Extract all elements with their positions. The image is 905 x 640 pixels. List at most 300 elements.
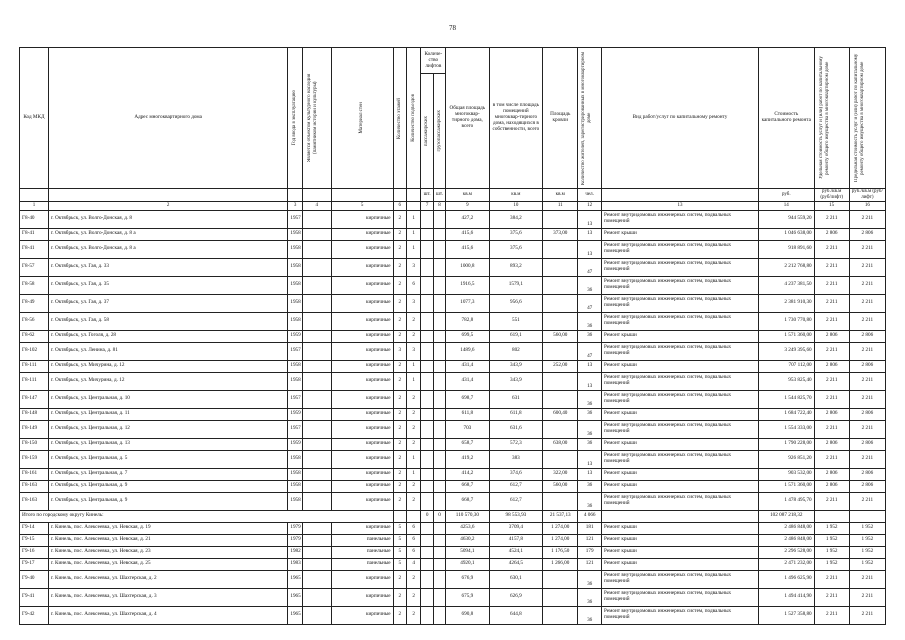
row-heritage bbox=[302, 312, 331, 330]
row-lifts-pass bbox=[421, 312, 433, 330]
row-floors: 5 bbox=[393, 558, 406, 570]
row-year: 1958 bbox=[288, 360, 302, 372]
row-work: Ремонт крыши bbox=[602, 408, 759, 420]
row-area-total: 1916,5 bbox=[446, 276, 489, 294]
table-row bbox=[20, 438, 886, 450]
table-row bbox=[20, 450, 886, 468]
row-area-total: 415,6 bbox=[446, 240, 489, 258]
row-roof-area bbox=[543, 294, 578, 312]
row-heritage bbox=[302, 342, 331, 360]
row-entrances: 2 bbox=[407, 606, 421, 624]
row-year: 1959 bbox=[288, 330, 302, 342]
row-lifts-cargo bbox=[433, 558, 445, 570]
table-row bbox=[20, 342, 886, 360]
row-heritage bbox=[302, 258, 331, 276]
row-year: 1958 bbox=[288, 258, 302, 276]
row-lifts-cargo bbox=[433, 468, 445, 480]
row-entrances: 2 bbox=[407, 390, 421, 408]
row-address: г. Кинель, пос. Алексеевка, ул. Невская, д. 19 bbox=[48, 522, 287, 534]
row-residents: 36 bbox=[578, 438, 602, 450]
row-area-own: 612,7 bbox=[489, 492, 543, 510]
row-lifts-cargo bbox=[433, 450, 445, 468]
row-unit-cost: 2 806 bbox=[814, 468, 849, 480]
page-number: 78 bbox=[449, 24, 456, 32]
row-unit-cost: 2 806 bbox=[814, 228, 849, 240]
row-wall: кирпичные bbox=[331, 210, 393, 228]
row-roof-area: 1 266,00 bbox=[543, 558, 578, 570]
row-entrances: 2 bbox=[407, 408, 421, 420]
row-heritage bbox=[302, 420, 331, 438]
row-wall: кирпичные bbox=[331, 360, 393, 372]
row-cost: 2 471 232,00 bbox=[758, 558, 814, 570]
row-cost: 1 554 333,00 bbox=[758, 420, 814, 438]
row-roof-area: 1 176,50 bbox=[543, 546, 578, 558]
row-floors: 2 bbox=[393, 438, 406, 450]
row-max-cost: 2 211 bbox=[849, 312, 885, 330]
row-work: Ремонт крыши bbox=[602, 558, 759, 570]
row-cost: 4 237 381,50 bbox=[758, 276, 814, 294]
table-row bbox=[20, 468, 886, 480]
row-address: г. Октябрьск, ул. Центральная, д. 9 bbox=[48, 480, 287, 492]
row-max-cost: 2 211 bbox=[849, 420, 885, 438]
row-unit-cost: 2 211 bbox=[814, 570, 849, 588]
table-row bbox=[20, 420, 886, 438]
row-lifts-cargo bbox=[433, 420, 445, 438]
row-heritage bbox=[302, 492, 331, 510]
row-roof-area bbox=[543, 342, 578, 360]
row-code: Г8-111 bbox=[20, 360, 49, 372]
row-work: Ремонт внутридомовых инженерных систем, подвальных помещений bbox=[602, 372, 759, 390]
row-residents: 13 bbox=[578, 450, 602, 468]
row-roof-area: 638,00 bbox=[543, 438, 578, 450]
row-lifts-cargo bbox=[433, 588, 445, 606]
row-cost: 2 486 848,00 bbox=[758, 522, 814, 534]
row-area-total: 419,2 bbox=[446, 450, 489, 468]
row-year: 1965 bbox=[288, 588, 302, 606]
row-area-total: 703 bbox=[446, 420, 489, 438]
row-address: г. Октябрьск, ул. Мичурина, д. 12 bbox=[48, 360, 287, 372]
row-lifts-pass bbox=[421, 258, 433, 276]
row-address: г. Октябрьск, ул. Центральная, д. 13 bbox=[48, 438, 287, 450]
table-row bbox=[20, 492, 886, 510]
row-residents: 36 bbox=[578, 480, 602, 492]
row-unit-cost: 2 806 bbox=[814, 408, 849, 420]
row-unit-cost: 2 211 bbox=[814, 492, 849, 510]
header-code: Код МКД bbox=[20, 48, 49, 189]
row-entrances: 2 bbox=[407, 312, 421, 330]
row-max-cost: 1 952 bbox=[849, 546, 885, 558]
row-roof-area bbox=[543, 210, 578, 228]
row-code: Г9-14 bbox=[20, 522, 49, 534]
row-max-cost: 2 806 bbox=[849, 438, 885, 450]
row-work: Ремонт крыши bbox=[602, 534, 759, 546]
row-floors: 2 bbox=[393, 390, 406, 408]
row-floors: 2 bbox=[393, 240, 406, 258]
row-heritage bbox=[302, 390, 331, 408]
row-heritage bbox=[302, 276, 331, 294]
row-area-total: 676,9 bbox=[446, 570, 489, 588]
row-lifts-cargo bbox=[433, 360, 445, 372]
row-address: г. Октябрьск, ул. Гоголя, д. 28 bbox=[48, 330, 287, 342]
row-entrances: 1 bbox=[407, 240, 421, 258]
row-area-own: 644,8 bbox=[489, 606, 543, 624]
row-entrances: 1 bbox=[407, 372, 421, 390]
row-address: г. Кинель, пос. Алексеевка, ул. Шахтерская, д. 4 bbox=[48, 606, 287, 624]
row-wall: кирпичные bbox=[331, 294, 393, 312]
row-work: Ремонт внутридомовых инженерных систем, подвальных помещений bbox=[602, 276, 759, 294]
header-residents: Количество жителей, зарегистрированных в многоквартирном доме bbox=[578, 48, 602, 189]
row-entrances: 2 bbox=[407, 438, 421, 450]
row-unit-cost: 2 211 bbox=[814, 240, 849, 258]
row-entrances: 2 bbox=[407, 492, 421, 510]
row-residents: 13 bbox=[578, 372, 602, 390]
row-work: Ремонт внутридомовых инженерных систем, подвальных помещений bbox=[602, 450, 759, 468]
total-row: Итого по городскому округу Кинель: 0 0 110 570,30 98 553,93 21 537,13 4 066 102 087 218,32 bbox=[20, 510, 886, 522]
row-year: 1959 bbox=[288, 408, 302, 420]
row-cost: 1 790 228,00 bbox=[758, 438, 814, 450]
kinel-rows bbox=[20, 522, 886, 624]
row-year: 1958 bbox=[288, 276, 302, 294]
row-entrances: 2 bbox=[407, 330, 421, 342]
row-wall: панельные bbox=[331, 534, 393, 546]
row-heritage bbox=[302, 522, 331, 534]
row-work: Ремонт внутридомовых инженерных систем, подвальных помещений bbox=[602, 606, 759, 624]
row-lifts-pass bbox=[421, 534, 433, 546]
row-residents: 13 bbox=[578, 468, 602, 480]
row-year: 1958 bbox=[288, 480, 302, 492]
row-residents: 36 bbox=[578, 408, 602, 420]
row-cost: 953 825,40 bbox=[758, 372, 814, 390]
row-year: 1958 bbox=[288, 228, 302, 240]
row-heritage bbox=[302, 546, 331, 558]
row-lifts-pass bbox=[421, 588, 433, 606]
row-work: Ремонт крыши bbox=[602, 360, 759, 372]
row-code: Г9-42 bbox=[20, 606, 49, 624]
row-max-cost: 2 211 bbox=[849, 276, 885, 294]
row-area-own: 956,6 bbox=[489, 294, 543, 312]
row-residents: 121 bbox=[578, 558, 602, 570]
row-area-own: 343,9 bbox=[489, 360, 543, 372]
row-unit-cost: 1 952 bbox=[814, 558, 849, 570]
row-work: Ремонт внутридомовых инженерных систем, подвальных помещений bbox=[602, 420, 759, 438]
row-code: Г9-41 bbox=[20, 588, 49, 606]
table-row bbox=[20, 606, 886, 624]
row-area-own: 631,6 bbox=[489, 420, 543, 438]
units-row: шт. шт. кв.м кв.м кв.м чел. руб. руб./кв.м (руб/лифт) руб./кв.м (руб/лифт) bbox=[20, 189, 886, 202]
row-max-cost: 2 211 bbox=[849, 258, 885, 276]
row-area-own: 572,3 bbox=[489, 438, 543, 450]
row-residents: 13 bbox=[578, 240, 602, 258]
row-floors: 5 bbox=[393, 546, 406, 558]
row-work: Ремонт внутридомовых инженерных систем, подвальных помещений bbox=[602, 294, 759, 312]
header-cost: Стоимость капитального ремонта bbox=[758, 48, 814, 189]
row-floors: 2 bbox=[393, 450, 406, 468]
header-roof-area: Площадь кровли bbox=[543, 48, 578, 189]
row-residents: 36 bbox=[578, 588, 602, 606]
row-residents: 36 bbox=[578, 390, 602, 408]
row-roof-area: 373,00 bbox=[543, 228, 578, 240]
row-residents: 47 bbox=[578, 258, 602, 276]
row-work: Ремонт крыши bbox=[602, 330, 759, 342]
row-floors: 2 bbox=[393, 294, 406, 312]
row-lifts-pass bbox=[421, 450, 433, 468]
row-address: г. Октябрьск, ул. Центральная, д. 10 bbox=[48, 390, 287, 408]
row-code: Г8-49 bbox=[20, 294, 49, 312]
row-floors: 2 bbox=[393, 210, 406, 228]
row-cost: 2 296 528,00 bbox=[758, 546, 814, 558]
row-roof-area: 322,00 bbox=[543, 468, 578, 480]
row-floors: 2 bbox=[393, 408, 406, 420]
row-unit-cost: 1 952 bbox=[814, 522, 849, 534]
row-code: Г8-148 bbox=[20, 408, 49, 420]
row-entrances: 1 bbox=[407, 210, 421, 228]
row-code: Г9-40 bbox=[20, 570, 49, 588]
row-cost: 1 571 360,00 bbox=[758, 330, 814, 342]
header-unit-cost: Удельная стоимость услуг и (или) работ по капитальному ремонту общего имущества в многоквартирном доме bbox=[814, 48, 849, 189]
row-cost: 707 112,00 bbox=[758, 360, 814, 372]
row-max-cost: 2 211 bbox=[849, 570, 885, 588]
row-floors: 2 bbox=[393, 276, 406, 294]
row-work: Ремонт крыши bbox=[602, 228, 759, 240]
header-area-own: в том числе площадь помещений многоквар-тирного дома, находящихся в собственности, всего bbox=[489, 48, 543, 189]
row-work: Ремонт крыши bbox=[602, 480, 759, 492]
header-year: Год ввода в эксплуатацию bbox=[288, 48, 302, 189]
row-wall: кирпичные bbox=[331, 408, 393, 420]
row-area-total: 427,2 bbox=[446, 210, 489, 228]
row-heritage bbox=[302, 294, 331, 312]
row-area-own: 612,7 bbox=[489, 480, 543, 492]
row-address: г. Октябрьск, ул. Волго-Донская, д. 8 а bbox=[48, 228, 287, 240]
row-area-total: 414,2 bbox=[446, 468, 489, 480]
row-wall: кирпичные bbox=[331, 450, 393, 468]
row-area-total: 415,6 bbox=[446, 228, 489, 240]
row-area-own: 375,6 bbox=[489, 240, 543, 258]
table-row bbox=[20, 210, 886, 228]
row-wall: кирпичные bbox=[331, 480, 393, 492]
row-entrances: 1 bbox=[407, 450, 421, 468]
row-wall: кирпичные bbox=[331, 438, 393, 450]
row-code: Г8-163 bbox=[20, 492, 49, 510]
row-floors: 2 bbox=[393, 330, 406, 342]
row-entrances: 2 bbox=[407, 480, 421, 492]
row-residents: 36 bbox=[578, 420, 602, 438]
header-lifts-pass: пассажирских bbox=[421, 74, 433, 189]
row-area-own: 4157,8 bbox=[489, 534, 543, 546]
row-floors: 2 bbox=[393, 468, 406, 480]
row-area-own: 630,1 bbox=[489, 570, 543, 588]
row-lifts-pass bbox=[421, 546, 433, 558]
table-row bbox=[20, 258, 886, 276]
row-entrances: 1 bbox=[407, 228, 421, 240]
row-year: 1979 bbox=[288, 522, 302, 534]
row-roof-area bbox=[543, 450, 578, 468]
row-year: 1959 bbox=[288, 438, 302, 450]
row-lifts-pass bbox=[421, 294, 433, 312]
row-address: г. Октябрьск, ул. Гая, д. 33 bbox=[48, 258, 287, 276]
row-lifts-pass bbox=[421, 408, 433, 420]
row-entrances: 3 bbox=[407, 294, 421, 312]
row-area-total: 4253,6 bbox=[446, 522, 489, 534]
row-code: Г8-161 bbox=[20, 468, 49, 480]
row-code: Г8-40 bbox=[20, 210, 49, 228]
table-row bbox=[20, 558, 886, 570]
table-row bbox=[20, 408, 886, 420]
row-unit-cost: 2 211 bbox=[814, 210, 849, 228]
row-work: Ремонт внутридомовых инженерных систем, подвальных помещений bbox=[602, 492, 759, 510]
row-wall: кирпичные bbox=[331, 312, 393, 330]
row-max-cost: 2 211 bbox=[849, 342, 885, 360]
row-code: Г8-150 bbox=[20, 438, 49, 450]
row-wall: кирпичные bbox=[331, 240, 393, 258]
row-year: 1958 bbox=[288, 492, 302, 510]
row-cost: 944 559,20 bbox=[758, 210, 814, 228]
row-area-total: 668,7 bbox=[446, 492, 489, 510]
row-address: г. Октябрьск, ул. Гая, д. 35 bbox=[48, 276, 287, 294]
row-cost: 1 544 825,70 bbox=[758, 390, 814, 408]
row-heritage bbox=[302, 570, 331, 588]
row-residents: 13 bbox=[578, 210, 602, 228]
row-residents: 13 bbox=[578, 228, 602, 240]
row-lifts-cargo bbox=[433, 294, 445, 312]
row-area-total: 658,7 bbox=[446, 438, 489, 450]
row-code: Г8-58 bbox=[20, 276, 49, 294]
row-wall: кирпичные bbox=[331, 492, 393, 510]
row-code: Г8-41 bbox=[20, 240, 49, 258]
row-lifts-pass bbox=[421, 570, 433, 588]
row-unit-cost: 2 211 bbox=[814, 342, 849, 360]
row-area-own: 4264,5 bbox=[489, 558, 543, 570]
row-year: 1958 bbox=[288, 240, 302, 258]
row-unit-cost: 2 211 bbox=[814, 588, 849, 606]
table-row bbox=[20, 312, 886, 330]
row-cost: 2 381 910,30 bbox=[758, 294, 814, 312]
table-row bbox=[20, 240, 886, 258]
row-residents: 121 bbox=[578, 534, 602, 546]
row-address: г. Октябрьск, ул. Центральная, д. 7 bbox=[48, 468, 287, 480]
row-area-own: 611,8 bbox=[489, 408, 543, 420]
row-max-cost: 2 806 bbox=[849, 468, 885, 480]
header-address: Адрес многоквартирного дома bbox=[48, 48, 287, 189]
row-residents: 36 bbox=[578, 492, 602, 510]
row-entrances: 3 bbox=[407, 258, 421, 276]
row-max-cost: 1 952 bbox=[849, 558, 885, 570]
row-code: Г8-149 bbox=[20, 420, 49, 438]
row-residents: 36 bbox=[578, 570, 602, 588]
row-roof-area bbox=[543, 312, 578, 330]
table-row bbox=[20, 330, 886, 342]
row-heritage bbox=[302, 480, 331, 492]
row-entrances: 4 bbox=[407, 558, 421, 570]
row-heritage bbox=[302, 360, 331, 372]
row-code: Г8-111 bbox=[20, 372, 49, 390]
row-year: 1957 bbox=[288, 420, 302, 438]
row-unit-cost: 2 211 bbox=[814, 294, 849, 312]
row-work: Ремонт внутридомовых инженерных систем, подвальных помещений bbox=[602, 258, 759, 276]
row-area-total: 611,8 bbox=[446, 408, 489, 420]
row-cost: 1 496 625,90 bbox=[758, 570, 814, 588]
row-heritage bbox=[302, 534, 331, 546]
row-code: Г8-163 bbox=[20, 480, 49, 492]
row-area-total: 690,8 bbox=[446, 606, 489, 624]
row-wall: кирпичные bbox=[331, 330, 393, 342]
row-heritage bbox=[302, 228, 331, 240]
row-heritage bbox=[302, 558, 331, 570]
row-unit-cost: 2 806 bbox=[814, 360, 849, 372]
row-floors: 2 bbox=[393, 420, 406, 438]
row-floors: 2 bbox=[393, 480, 406, 492]
row-code: Г9-16 bbox=[20, 546, 49, 558]
table-row bbox=[20, 372, 886, 390]
row-max-cost: 2 806 bbox=[849, 330, 885, 342]
row-code: Г8-41 bbox=[20, 228, 49, 240]
row-cost: 1 046 638,00 bbox=[758, 228, 814, 240]
row-lifts-pass bbox=[421, 360, 433, 372]
row-area-own: 343,9 bbox=[489, 372, 543, 390]
row-entrances: 2 bbox=[407, 570, 421, 588]
row-lifts-pass bbox=[421, 438, 433, 450]
row-work: Ремонт крыши bbox=[602, 522, 759, 534]
row-floors: 5 bbox=[393, 522, 406, 534]
row-work: Ремонт внутридомовых инженерных систем, подвальных помещений bbox=[602, 210, 759, 228]
row-unit-cost: 2 211 bbox=[814, 420, 849, 438]
row-max-cost: 2 211 bbox=[849, 210, 885, 228]
row-area-total: 431,4 bbox=[446, 372, 489, 390]
capital-repair-register-table bbox=[19, 47, 886, 625]
row-code: Г8-62 bbox=[20, 330, 49, 342]
row-unit-cost: 2 211 bbox=[814, 606, 849, 624]
row-work: Ремонт крыши bbox=[602, 546, 759, 558]
row-area-total: 5094,1 bbox=[446, 546, 489, 558]
row-area-total: 698,7 bbox=[446, 390, 489, 408]
row-lifts-pass bbox=[421, 522, 433, 534]
row-cost: 918 891,60 bbox=[758, 240, 814, 258]
row-lifts-cargo bbox=[433, 570, 445, 588]
row-entrances: 6 bbox=[407, 534, 421, 546]
row-address: г. Октябрьск, ул. Мичурина, д. 12 bbox=[48, 372, 287, 390]
row-lifts-pass bbox=[421, 228, 433, 240]
row-address: г. Октябрьск, ул. Центральная, д. 12 bbox=[48, 420, 287, 438]
row-residents: 47 bbox=[578, 294, 602, 312]
row-work: Ремонт внутридомовых инженерных систем, подвальных помещений bbox=[602, 390, 759, 408]
row-entrances: 6 bbox=[407, 522, 421, 534]
row-address: г. Кинель, пос. Алексеевка, ул. Шахтерская, д. 3 bbox=[48, 588, 287, 606]
row-entrances: 1 bbox=[407, 360, 421, 372]
row-address: г. Октябрьск, ул. Гая, д. 37 bbox=[48, 294, 287, 312]
row-max-cost: 1 952 bbox=[849, 522, 885, 534]
row-area-own: 375,6 bbox=[489, 228, 543, 240]
row-roof-area bbox=[543, 258, 578, 276]
row-lifts-pass bbox=[421, 276, 433, 294]
row-address: г. Октябрьск, ул. Гая, д. 58 bbox=[48, 312, 287, 330]
row-heritage bbox=[302, 330, 331, 342]
row-roof-area: 600,40 bbox=[543, 408, 578, 420]
row-lifts-cargo bbox=[433, 408, 445, 420]
row-work: Ремонт внутридомовых инженерных систем, подвальных помещений bbox=[602, 342, 759, 360]
row-cost: 1 478 495,70 bbox=[758, 492, 814, 510]
row-max-cost: 2 211 bbox=[849, 606, 885, 624]
row-wall: кирпичные bbox=[331, 522, 393, 534]
row-address: г. Кинель, пос. Алексеевка, ул. Невская, д. 25 bbox=[48, 558, 287, 570]
header-work: Вид работ/услуг по капитальному ремонту bbox=[602, 48, 759, 189]
row-lifts-cargo bbox=[433, 606, 445, 624]
row-floors: 2 bbox=[393, 312, 406, 330]
row-year: 1965 bbox=[288, 570, 302, 588]
row-area-total: 1489,6 bbox=[446, 342, 489, 360]
row-lifts-cargo bbox=[433, 390, 445, 408]
table-row bbox=[20, 534, 886, 546]
row-lifts-pass bbox=[421, 372, 433, 390]
row-address: г. Октябрьск, ул. Центральная, д. 9 bbox=[48, 492, 287, 510]
